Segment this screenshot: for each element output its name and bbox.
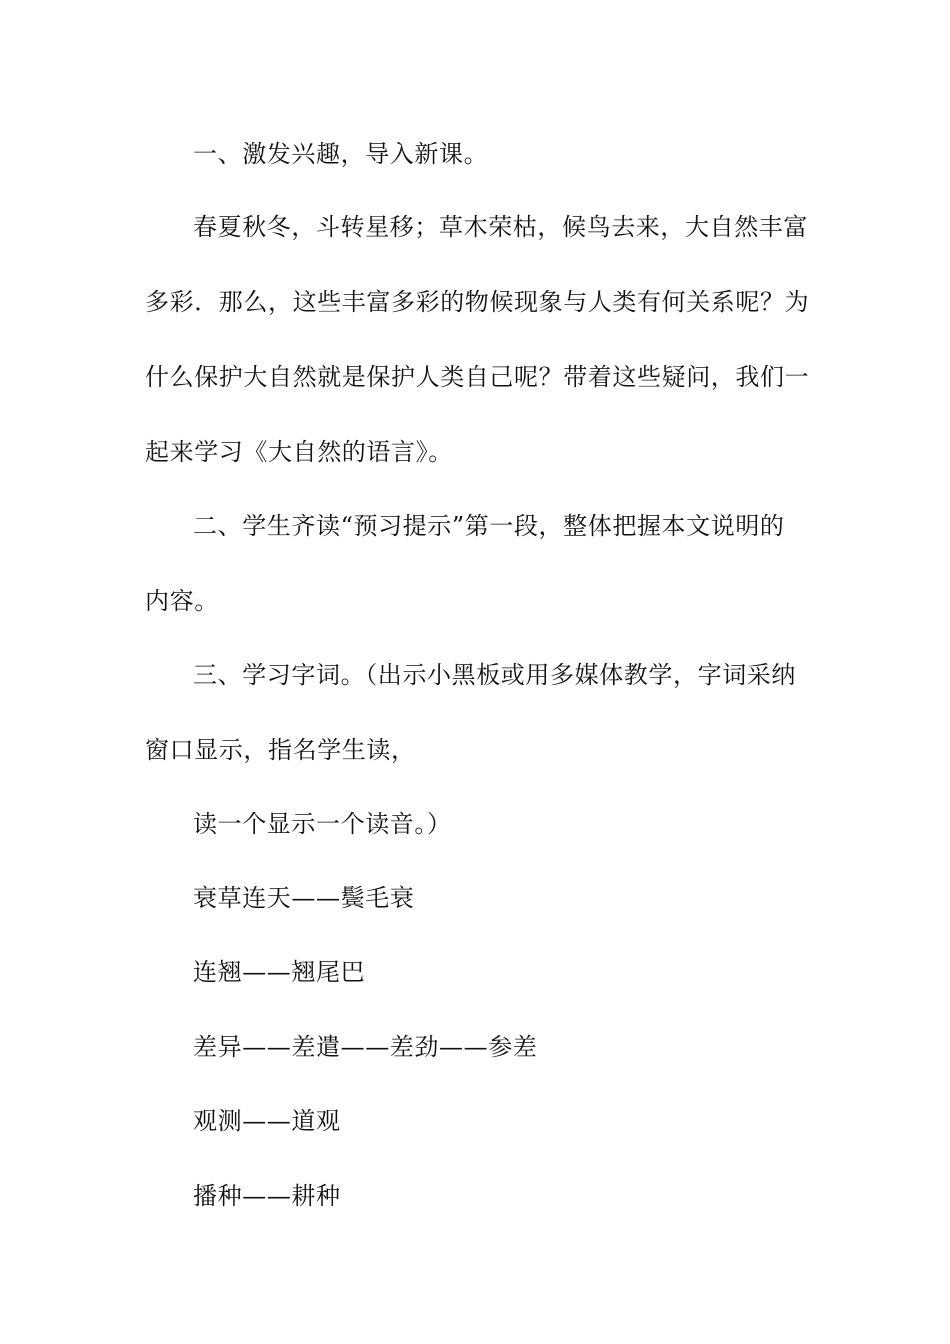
paragraph-line: 窗口显示，指名学生读，	[145, 736, 416, 764]
vocabulary-item: 衰草连天——鬓毛衰	[193, 884, 415, 912]
section-heading-3: 三、学习字词。（出示小黑板或用多媒体教学，字词采纳	[193, 661, 796, 689]
vocabulary-item: 播种——耕种	[193, 1182, 341, 1210]
vocabulary-item: 观测——道观	[193, 1107, 341, 1135]
paragraph-line: 起来学习《大自然的语言》。	[145, 438, 453, 466]
paragraph-line: 读一个显示一个读音。）	[193, 810, 452, 838]
vocabulary-item: 差异——差遣——差劲——参差	[193, 1033, 538, 1061]
section-heading-1: 一、激发兴趣，导入新课。	[193, 140, 489, 168]
section-heading-2: 二、学生齐读“预习提示”第一段，整体把握本文说明的	[193, 512, 785, 540]
paragraph-line: 什么保护大自然就是保护人类自己呢？带着这些疑问，我们一	[145, 363, 810, 391]
paragraph-line: 内容。	[145, 587, 219, 615]
vocabulary-item: 连翘——翘尾巴	[193, 958, 366, 986]
paragraph-line: 多彩．那么，这些丰富多彩的物候现象与人类有何关系呢？为	[145, 288, 810, 316]
paragraph-line: 春夏秋冬，斗转星移；草木荣枯，候鸟去来，大自然丰富	[193, 213, 808, 241]
